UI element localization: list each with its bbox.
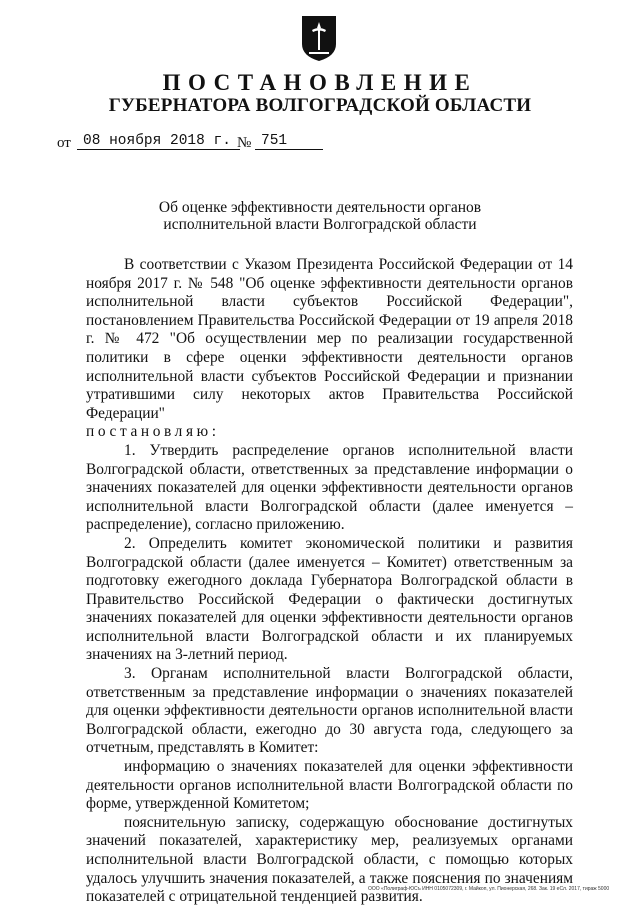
item-2-paragraph: 2. Определить комитет экономической политики и развития Волгоградской области (далее именуется – Комитет) ответственным за подготовку ежегодного доклада Губернатора Волгоградской области в Правительство Российской Федерации о фактически достигнутых значениях показателей для оценки эффективности деятельности органов исполнительной власти Волгоградской области и их планируемых значениях на 3-летний период. <box>86 534 573 664</box>
decree-word: постановляю: <box>86 423 220 441</box>
item-3b-paragraph: пояснительную записку, содержащую обоснование достигнутых значений показателей, характеристику мер, реализуемых органами исполнительной власти Волгоградской области, с помощью которых удалось улучшить значения показателей, а также пояснения по значениям показателей с отрицательной тенденцией развития. <box>86 813 573 906</box>
document-title: ПОСТАНОВЛЕНИЕ <box>162 70 478 95</box>
coat-of-arms-emblem <box>300 14 338 62</box>
document-subject <box>0 199 640 233</box>
document-subtitle: ГУБЕРНАТОРА ВОЛГОГРАДСКОЙ ОБЛАСТИ <box>108 95 532 116</box>
number-label: № <box>237 135 252 151</box>
document-number: 751 <box>255 131 323 150</box>
item-3-paragraph: 3. Органам исполнительной власти Волгоградской области, ответственным за представление информации о значениях показателей для оценки эффективности деятельности органов исполнительной власти Волгоградской области, ежегодно до 30 августа года, следующего за отчетным, представлять в Комитет: <box>86 665 573 757</box>
document-body <box>86 256 573 907</box>
from-label: от <box>57 135 71 151</box>
subject-line-2: исполнительной власти Волгоградской области <box>163 216 477 233</box>
subject-line-1: Об оценке эффективности деятельности органов <box>158 199 482 216</box>
item-3a-paragraph: информацию о значениях показателей для оценки эффективности деятельности органов исполнительной власти Волгоградской области по форме, утвержденной Комитетом; <box>86 758 573 813</box>
item-1-paragraph: 1. Утвердить распределение органов исполнительной власти Волгоградской области, ответственных за представление информации о значениях показателей для оценки эффективности деятельности органов исполнительной власти Волгоградской области (далее именуется – распределение), согласно приложению. <box>86 441 573 534</box>
print-footer: ООО «Полиграф-ЮСъ ИНН 0105072309, г. Майкоп, ул. Пионерская, 268. Зак. 19 еСл. 2017, тираж 5000 <box>368 886 610 892</box>
document-date: 08 ноября 2018 г. <box>77 131 240 150</box>
intro-paragraph: В соответствии с Указом Президента Российской Федерации от 14 ноября 2017 г. № 548 "Об оценке эффективности деятельности органов исполнительной власти субъектов Российской Федерации", постановлением Правительства Российской Федерации от 19 апреля 2018 г. № 472 "Об осуществлении мер по реализации государственной политики в сфере оценки эффективности деятельности органов исполнительной власти субъектов Российской Федерации и признании утратившими силу некоторых актов Правительства Российской Федерации" <box>86 256 573 422</box>
